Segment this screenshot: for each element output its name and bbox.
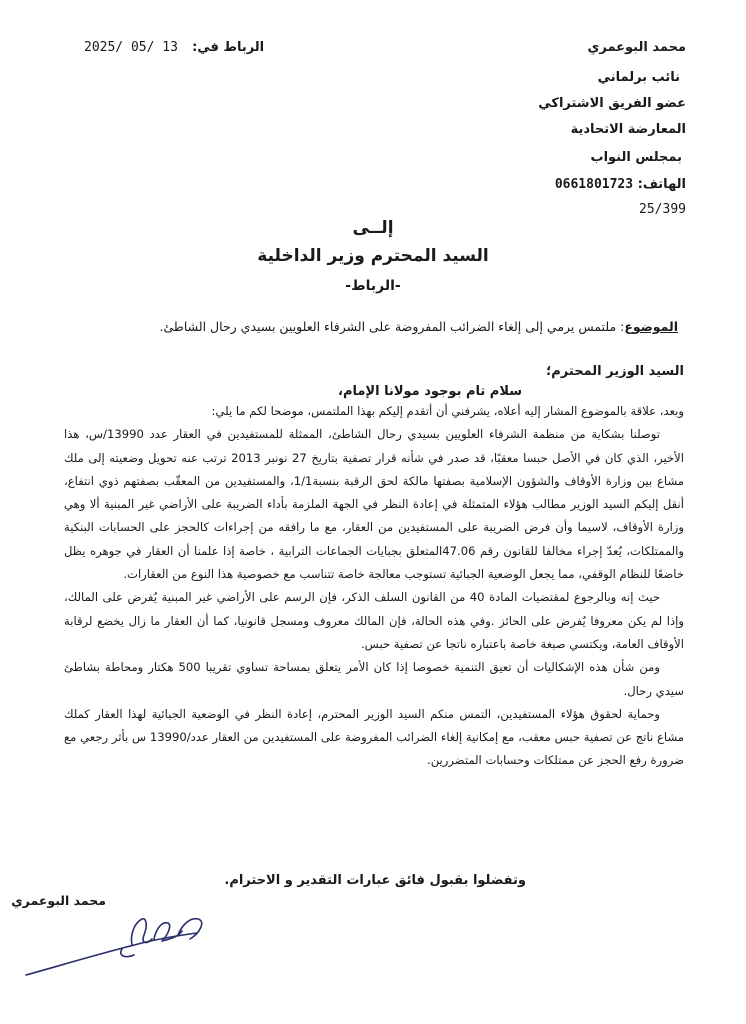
sender-line-2: عضو الفريق الاشتراكي bbox=[538, 96, 686, 111]
greeting: سلام تام بوجود مولانا الإمام، bbox=[338, 384, 522, 399]
handwritten-signature bbox=[22, 905, 232, 985]
subject-label: الموضوع bbox=[624, 319, 678, 334]
letter-body bbox=[64, 400, 684, 773]
recipient-title: السيد المحترم وزير الداخلية bbox=[257, 246, 489, 266]
body-paragraph: وحماية لحقوق هؤلاء المستفيدين، التمس منكم السيد الوزير المحترم، إعادة النظر في الوضعية الجبائية لهذا العقار كملك مشاع ناتج عن تصفية حبس معقب، مع إمكانية إلغاء الضرائب المفروضة على المستفيدين من العقار عدد/13990 س بأثر رجعي مع ضرورة رفع الحجز عن ممتلكات وحسابات المتضررين. bbox=[64, 706, 684, 768]
closing-line: وتفضلوا بقبول فائق عبارات التقدير و الاحترام. bbox=[224, 873, 526, 888]
signatory-name: محمد البوعمري bbox=[11, 893, 106, 908]
sender-line-3: المعارضة الاتحادية bbox=[570, 122, 686, 137]
place-date-label: الرباط في: bbox=[192, 40, 265, 55]
letter-date: 2025/ 05/ 13 bbox=[84, 40, 178, 55]
subject-line bbox=[160, 319, 679, 334]
sender-line-1: نائب برلماني bbox=[597, 70, 680, 85]
place-date bbox=[84, 40, 264, 55]
recipient-city: -الرباط- bbox=[345, 278, 401, 294]
sender-phone bbox=[555, 177, 686, 192]
reference-number: 25/399 bbox=[639, 202, 686, 217]
phone-label: الهاتف: bbox=[637, 177, 686, 192]
subject-text: : ملتمس يرمي إلى إلغاء الضرائب المفروضة على الشرفاء العلويين بسيدي رحال الشاطئ. bbox=[159, 319, 625, 334]
body-paragraph: حيث إنه وبالرجوع لمقتضيات المادة 40 من القانون السلف الذكر، فإن الرسم على الأراضي غير المبنية يُفرض على المالك، وإذا لم يكن معروفا يُفرض على الحائز .وفي هذه الحالة، فإن المالك معروف ومسجل قانونيا، كما أن العقار ما زال يخضع لرقابة الأوقاف العامة، ويكتسي صبغة خاصة باعتباره ناتجا عن تصفية حبس. bbox=[64, 590, 684, 651]
phone-number: 0661801723 bbox=[554, 177, 634, 192]
body-paragraph: ومن شأن هذه الإشكاليات أن تعيق التنمية خصوصا إذا كان الأمر يتعلق بمساحة تساوي تقريبا 500 هكتار ومحاطة بشاطئ سيدي رحال. bbox=[64, 660, 684, 698]
sender-name: محمد البوعمري bbox=[587, 40, 686, 55]
body-paragraph: وبعد، علاقة بالموضوع المشار إليه أعلاه، يشرفني أن أتقدم إليكم بهذا الملتمس، موضحا لكم ما يلي: bbox=[211, 404, 684, 418]
to-label: إلــى bbox=[352, 218, 394, 238]
body-paragraph: توصلنا بشكاية من منظمة الشرفاء العلويين بسيدي رحال الشاطئ، الممثلة للمستفيدين في العقار عدد 13990/س، هذا الأخير، الذي كان في الأصل حبسا معقبًا، قد صدر في شأنه قرار تصفية بتاريخ 27 نونبر 2013 ترتب عنه تحويل وضعيته إلى ملك مشاع بين وزارة الأوقاف والشؤون الإسلامية بصفتها مالكة لحق الرقبة بنسبة1/1، والمستفيدين من المعقّب بصفتهم ذوي انتفاع، أنقل إليكم السيد الوزير مطالب هؤلاء المتمثلة في إعادة النظر في الجهة الملزمة بأداء الضريبة على الأراضي غير المبنية ألا وهي وزارة الأوقاف، لاسيما وأن فرض الضريبة على المستفيدين من العقار، مع ما رافقه من إجراءات كالحجز على الحسابات البنكية والممتلكات، يُعدّ إجراء مخالفا للقانون رقم 47.06المتعلق بجبايات الجماعات الترابية ، خاصة إذا علمنا أن العقار في جوهره يظل خاضعًا للنظام الوقفي، مما يجعل الوضعية الجبائية تستوجب معالجة خاصة تتناسب مع خصوصية هذا النوع من العقارات. bbox=[64, 427, 685, 582]
salutation: السيد الوزير المحترم؛ bbox=[546, 364, 684, 379]
sender-line-4: بمجلس النواب bbox=[590, 150, 682, 165]
